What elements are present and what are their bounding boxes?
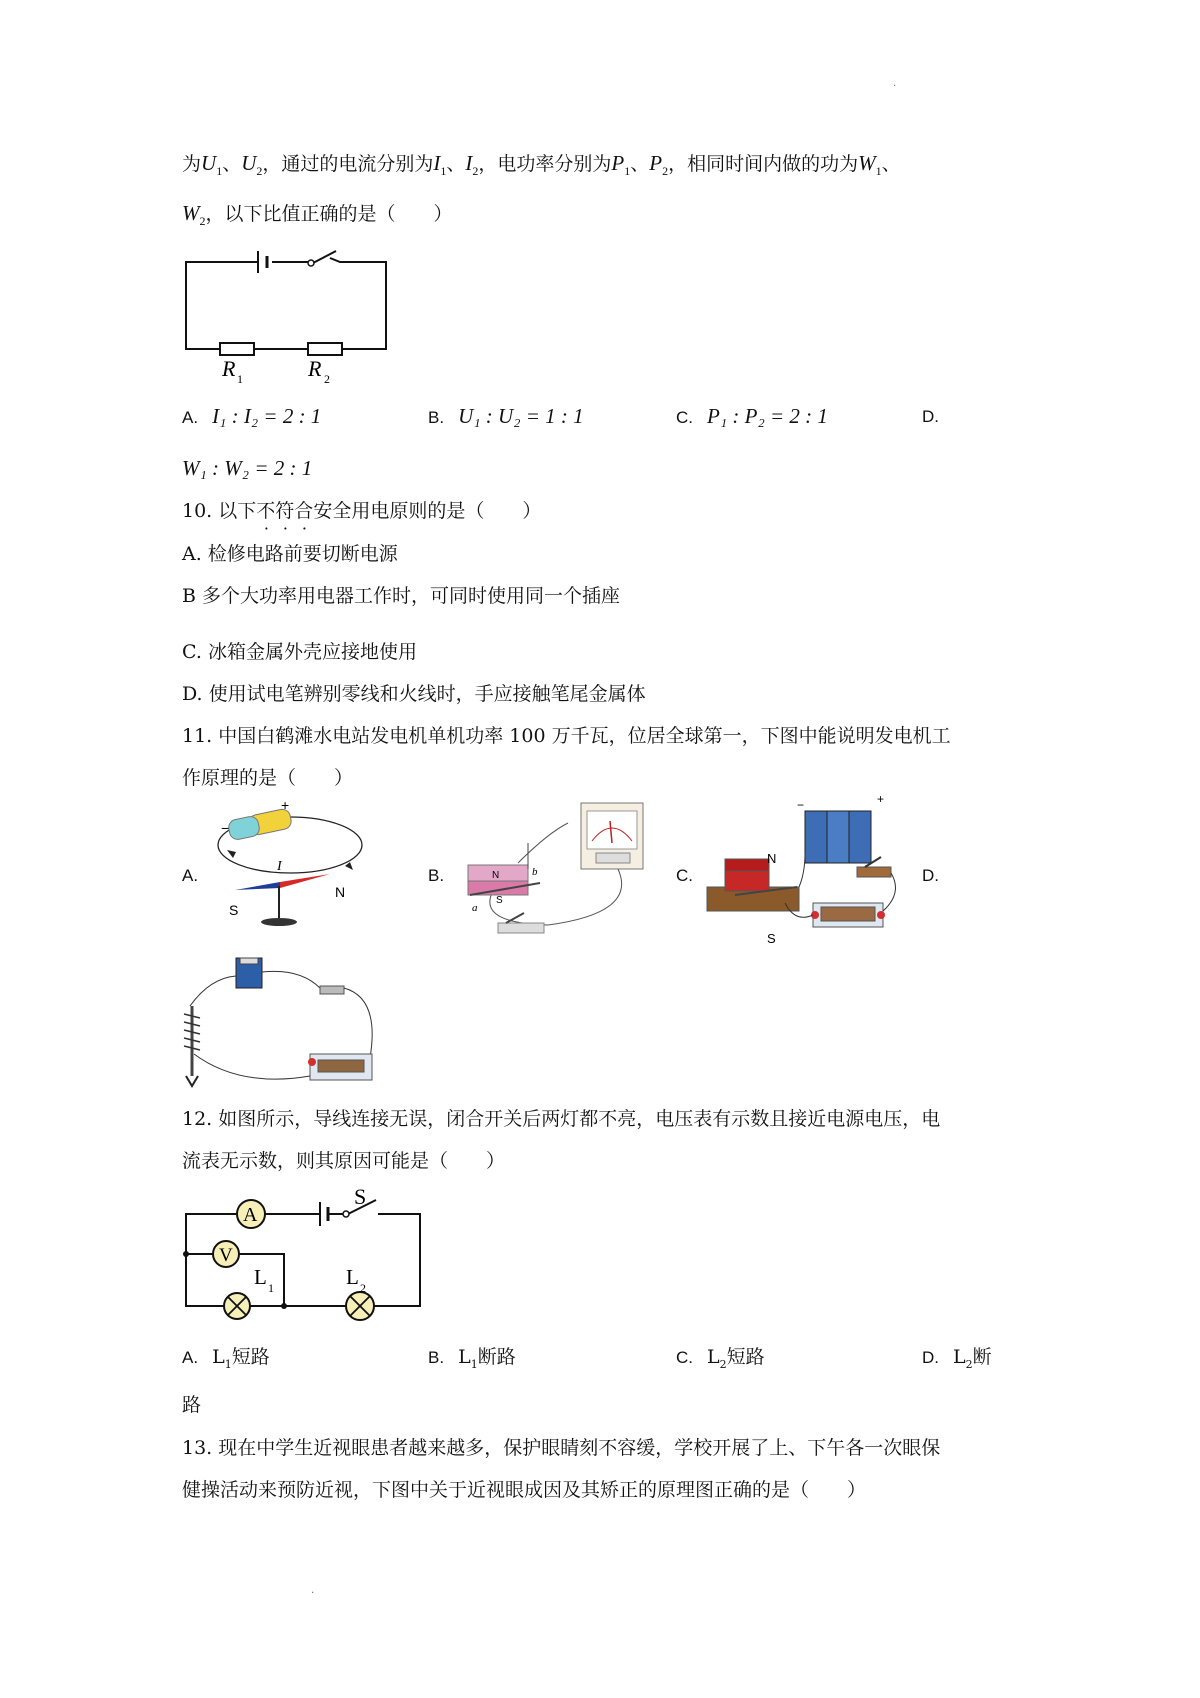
q9-line-2: $W_2$，以下比值正确的是（ ） bbox=[182, 201, 453, 229]
q12-option-d[interactable]: D. $L_2$断 bbox=[922, 1346, 992, 1371]
svg-text:1: 1 bbox=[268, 1281, 274, 1295]
q10-option-c[interactable]: C. 冰箱金属外壳应接地使用 bbox=[182, 641, 417, 663]
q12-line-1: 12. 如图所示，导线连接无误，闭合开关后两灯都不亮，电压表有示数且接近电源电压，电 bbox=[182, 1108, 941, 1130]
q11-fig-c-motor bbox=[705, 792, 905, 948]
q11-line-2: 作原理的是（ ） bbox=[182, 767, 354, 789]
svg-text:2: 2 bbox=[360, 1281, 366, 1295]
svg-text:S: S bbox=[229, 902, 239, 918]
q12-option-c[interactable]: C. $L_2$短路 bbox=[676, 1346, 765, 1371]
r1-label: R bbox=[222, 356, 236, 381]
q13-line-1: 13. 现在中学生近视眼患者越来越多，保护眼睛刻不容缓，学校开展了上、下午各一次眼保 bbox=[182, 1437, 941, 1459]
r2-label: R bbox=[308, 356, 322, 381]
q12-option-a[interactable]: A. $L_1$短路 bbox=[182, 1346, 270, 1371]
svg-text:N: N bbox=[335, 884, 346, 900]
svg-text:+: + bbox=[877, 792, 885, 806]
q11-option-c-label[interactable]: C. bbox=[676, 866, 693, 885]
q9-line-1: 为$U_1$、$U_2$，通过的电流分别为$I_1$、$I_2$，电功率分别为$P_1$、$P_2$，相同时间内做的功为$W_1$、 bbox=[182, 151, 901, 179]
q11-fig-d-electromagnet bbox=[180, 958, 385, 1088]
r1-sub: 1 bbox=[237, 372, 243, 386]
ammeter-label: A bbox=[243, 1204, 258, 1226]
q9-option-a[interactable]: A. I₁ : I₂ = 2 : 1 bbox=[182, 404, 322, 428]
voltmeter-label: V bbox=[219, 1245, 233, 1266]
q12-line-2: 流表无示数，则其原因可能是（ ） bbox=[182, 1150, 506, 1172]
q10-option-b[interactable]: B 多个大功率用电器工作时，可同时使用同一个插座 bbox=[182, 585, 621, 607]
q9-option-c[interactable]: C. P₁ : P₂ = 2 : 1 bbox=[676, 404, 828, 428]
svg-text:N: N bbox=[492, 870, 500, 881]
q13-line-2: 健操活动来预防近视，下图中关于近视眼成因及其矫正的原理图正确的是（ ） bbox=[182, 1479, 867, 1501]
q9-series-circuit-diagram bbox=[180, 248, 400, 388]
svg-text:S: S bbox=[767, 931, 776, 946]
q10-stem: 10. 以下不符合安全用电原则的是（ ） bbox=[182, 500, 542, 522]
q10-option-d[interactable]: D. 使用试电笔辨别零线和火线时，手应接触笔尾金属体 bbox=[182, 683, 646, 705]
q12-option-b[interactable]: B. $L_1$断路 bbox=[428, 1346, 516, 1371]
q12-option-d-wrap: 路 bbox=[182, 1394, 202, 1416]
stray-mark-top: . bbox=[893, 78, 897, 89]
svg-text:+: + bbox=[281, 797, 290, 813]
q11-option-b-label[interactable]: B. bbox=[428, 866, 445, 885]
r2-sub: 2 bbox=[324, 372, 330, 386]
q11-option-a-label[interactable]: A. bbox=[182, 866, 199, 885]
q10-option-a[interactable]: A. 检修电路前要切断电源 bbox=[182, 543, 398, 565]
q9-option-d[interactable]: D. bbox=[922, 407, 939, 426]
q9-option-b[interactable]: B. U₁ : U₂ = 1 : 1 bbox=[428, 404, 584, 428]
switch-label: S bbox=[354, 1184, 367, 1209]
svg-text:S: S bbox=[496, 895, 503, 906]
l1-label: L bbox=[254, 1265, 267, 1289]
stray-mark-bottom: . bbox=[311, 1585, 315, 1596]
q11-fig-b-induction bbox=[458, 803, 653, 948]
svg-text:N: N bbox=[767, 851, 777, 866]
q11-fig-a-oersted bbox=[215, 797, 365, 940]
q11-line-1: 11. 中国白鹤滩水电站发电机单机功率 100 万千瓦，位居全球第一，下图中能说明发电机工 bbox=[182, 725, 951, 747]
svg-text:a: a bbox=[472, 902, 478, 914]
svg-text:I: I bbox=[277, 859, 282, 874]
svg-text:−: − bbox=[221, 820, 230, 836]
l2-label: L bbox=[346, 1265, 359, 1289]
svg-text:−: − bbox=[797, 798, 805, 812]
svg-text:b: b bbox=[532, 866, 538, 878]
q11-option-d-label[interactable]: D. bbox=[922, 866, 939, 885]
q12-circuit-diagram bbox=[180, 1186, 430, 1316]
q9-option-d-text: W₁ : W₂ = 2 : 1 bbox=[182, 456, 313, 480]
